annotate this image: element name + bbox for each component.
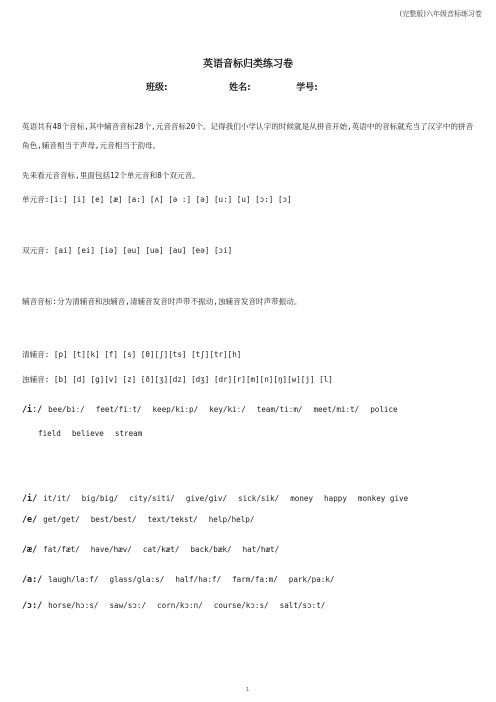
- example-word: big/big/: [81, 494, 119, 503]
- phonetic-symbol: /i/: [22, 493, 38, 503]
- example-word: park/pa:k/: [288, 575, 335, 584]
- example-word: farm/fa:m/: [232, 575, 278, 584]
- example-word: bee/biː/: [48, 405, 85, 414]
- page-header: (完整版)六年级音标练习卷: [399, 10, 482, 18]
- monophthong-list: 单元音:[iː] [i] [e] [æ] [a:] [ʌ] [ə :] [ə] [u:] [u] [ɔ:] [ɔ]: [22, 195, 292, 204]
- phonetic-symbol: /æ/: [22, 544, 38, 554]
- example-word: give/giv/: [185, 494, 228, 503]
- example-word: field: [38, 429, 61, 438]
- example-word: keep/kiːp/: [152, 405, 199, 414]
- example-word: salt/sɔ:t/: [279, 601, 326, 610]
- phonetic-symbol: /iː/: [22, 404, 43, 414]
- student-info: [146, 80, 318, 93]
- example-row: [22, 574, 346, 584]
- example-word: it/it/: [43, 494, 71, 503]
- example-word: team/tiːm/: [256, 405, 303, 414]
- voiceless-consonants: 清辅音: [p] [t][k] [f] [s] [θ][ʃ][ts] [tʃ][tr][h]: [22, 350, 242, 359]
- example-word: half/ha:f/: [175, 575, 222, 584]
- example-word: horse/hɔ:s/: [48, 601, 99, 610]
- example-row: [22, 493, 419, 503]
- example-word: best/best/: [90, 515, 137, 524]
- example-word: have/hæv/: [90, 545, 132, 554]
- example-row: [22, 514, 265, 524]
- class-label: 班级:: [146, 83, 168, 93]
- diphthong-list: 双元音: [ai] [ei] [iə] [əu] [uə] [au] [eə] [ɔi]: [22, 246, 233, 255]
- voiced-consonants: 浊辅音: [b] [d] [g][v] [z] [ð][ʒ][dz] [dʒ] [dr][r][m][n][ŋ][w][j] [l]: [22, 375, 333, 384]
- example-word: laugh/la:f/: [48, 575, 99, 584]
- example-word: monkey give: [357, 494, 409, 503]
- example-word: police: [370, 405, 398, 414]
- example-word: feet/fiːt/: [95, 405, 142, 414]
- example-word: glass/gla:s/: [109, 575, 165, 584]
- example-word: sick/sik/: [238, 494, 280, 503]
- page-number: 1: [246, 687, 250, 693]
- example-row-continued: [38, 429, 153, 438]
- example-word: city/siti/: [129, 494, 175, 503]
- example-word: get/get/: [43, 515, 80, 524]
- example-word: hat/hæt/: [242, 545, 280, 554]
- document-title: 英语音标归类练习卷: [203, 59, 293, 70]
- number-label: 学号:: [296, 83, 318, 93]
- example-word: fat/fæt/: [43, 545, 80, 554]
- example-word: meet/miːt/: [313, 405, 360, 414]
- phonetic-symbol: /ɔ:/: [22, 600, 43, 610]
- phonetic-symbol: /a:/: [22, 574, 43, 584]
- example-word: key/kiː/: [209, 405, 246, 414]
- example-word: money: [290, 494, 314, 503]
- example-word: stream: [114, 429, 143, 438]
- name-label: 姓名:: [229, 83, 251, 93]
- example-word: corn/kɔ:n/: [157, 601, 203, 610]
- consonant-intro: 辅音音标:分为清辅音和浊辅音,清辅音发音时声带不振动,浊辅音发音时声带振动。: [22, 297, 302, 306]
- example-row: [22, 600, 336, 610]
- example-word: cat/kæt/: [142, 545, 180, 554]
- example-row: [22, 544, 290, 554]
- example-row: [22, 404, 409, 414]
- example-word: happy: [324, 494, 347, 503]
- example-word: course/kɔ:s/: [213, 601, 269, 610]
- phonetic-symbol: /e/: [22, 514, 38, 524]
- example-word: help/help/: [208, 515, 255, 524]
- example-word: text/tekst/: [147, 515, 198, 524]
- example-word: back/bæk/: [190, 545, 232, 554]
- intro-paragraph: 英语共有48个音标,其中辅音音标28个,元音音标20个。记得我们小学认字的时候就是从拼音开始,英语中的音标就充当了汉字中的拼音角色,辅音相当于声母,元音相当于韵母。: [22, 122, 474, 150]
- example-word: saw/sɔ:/: [109, 601, 147, 610]
- vowel-overview: 先来看元音音标,里面包括12个单元音和8个双元音。: [22, 171, 200, 180]
- example-word: believe: [71, 429, 104, 438]
